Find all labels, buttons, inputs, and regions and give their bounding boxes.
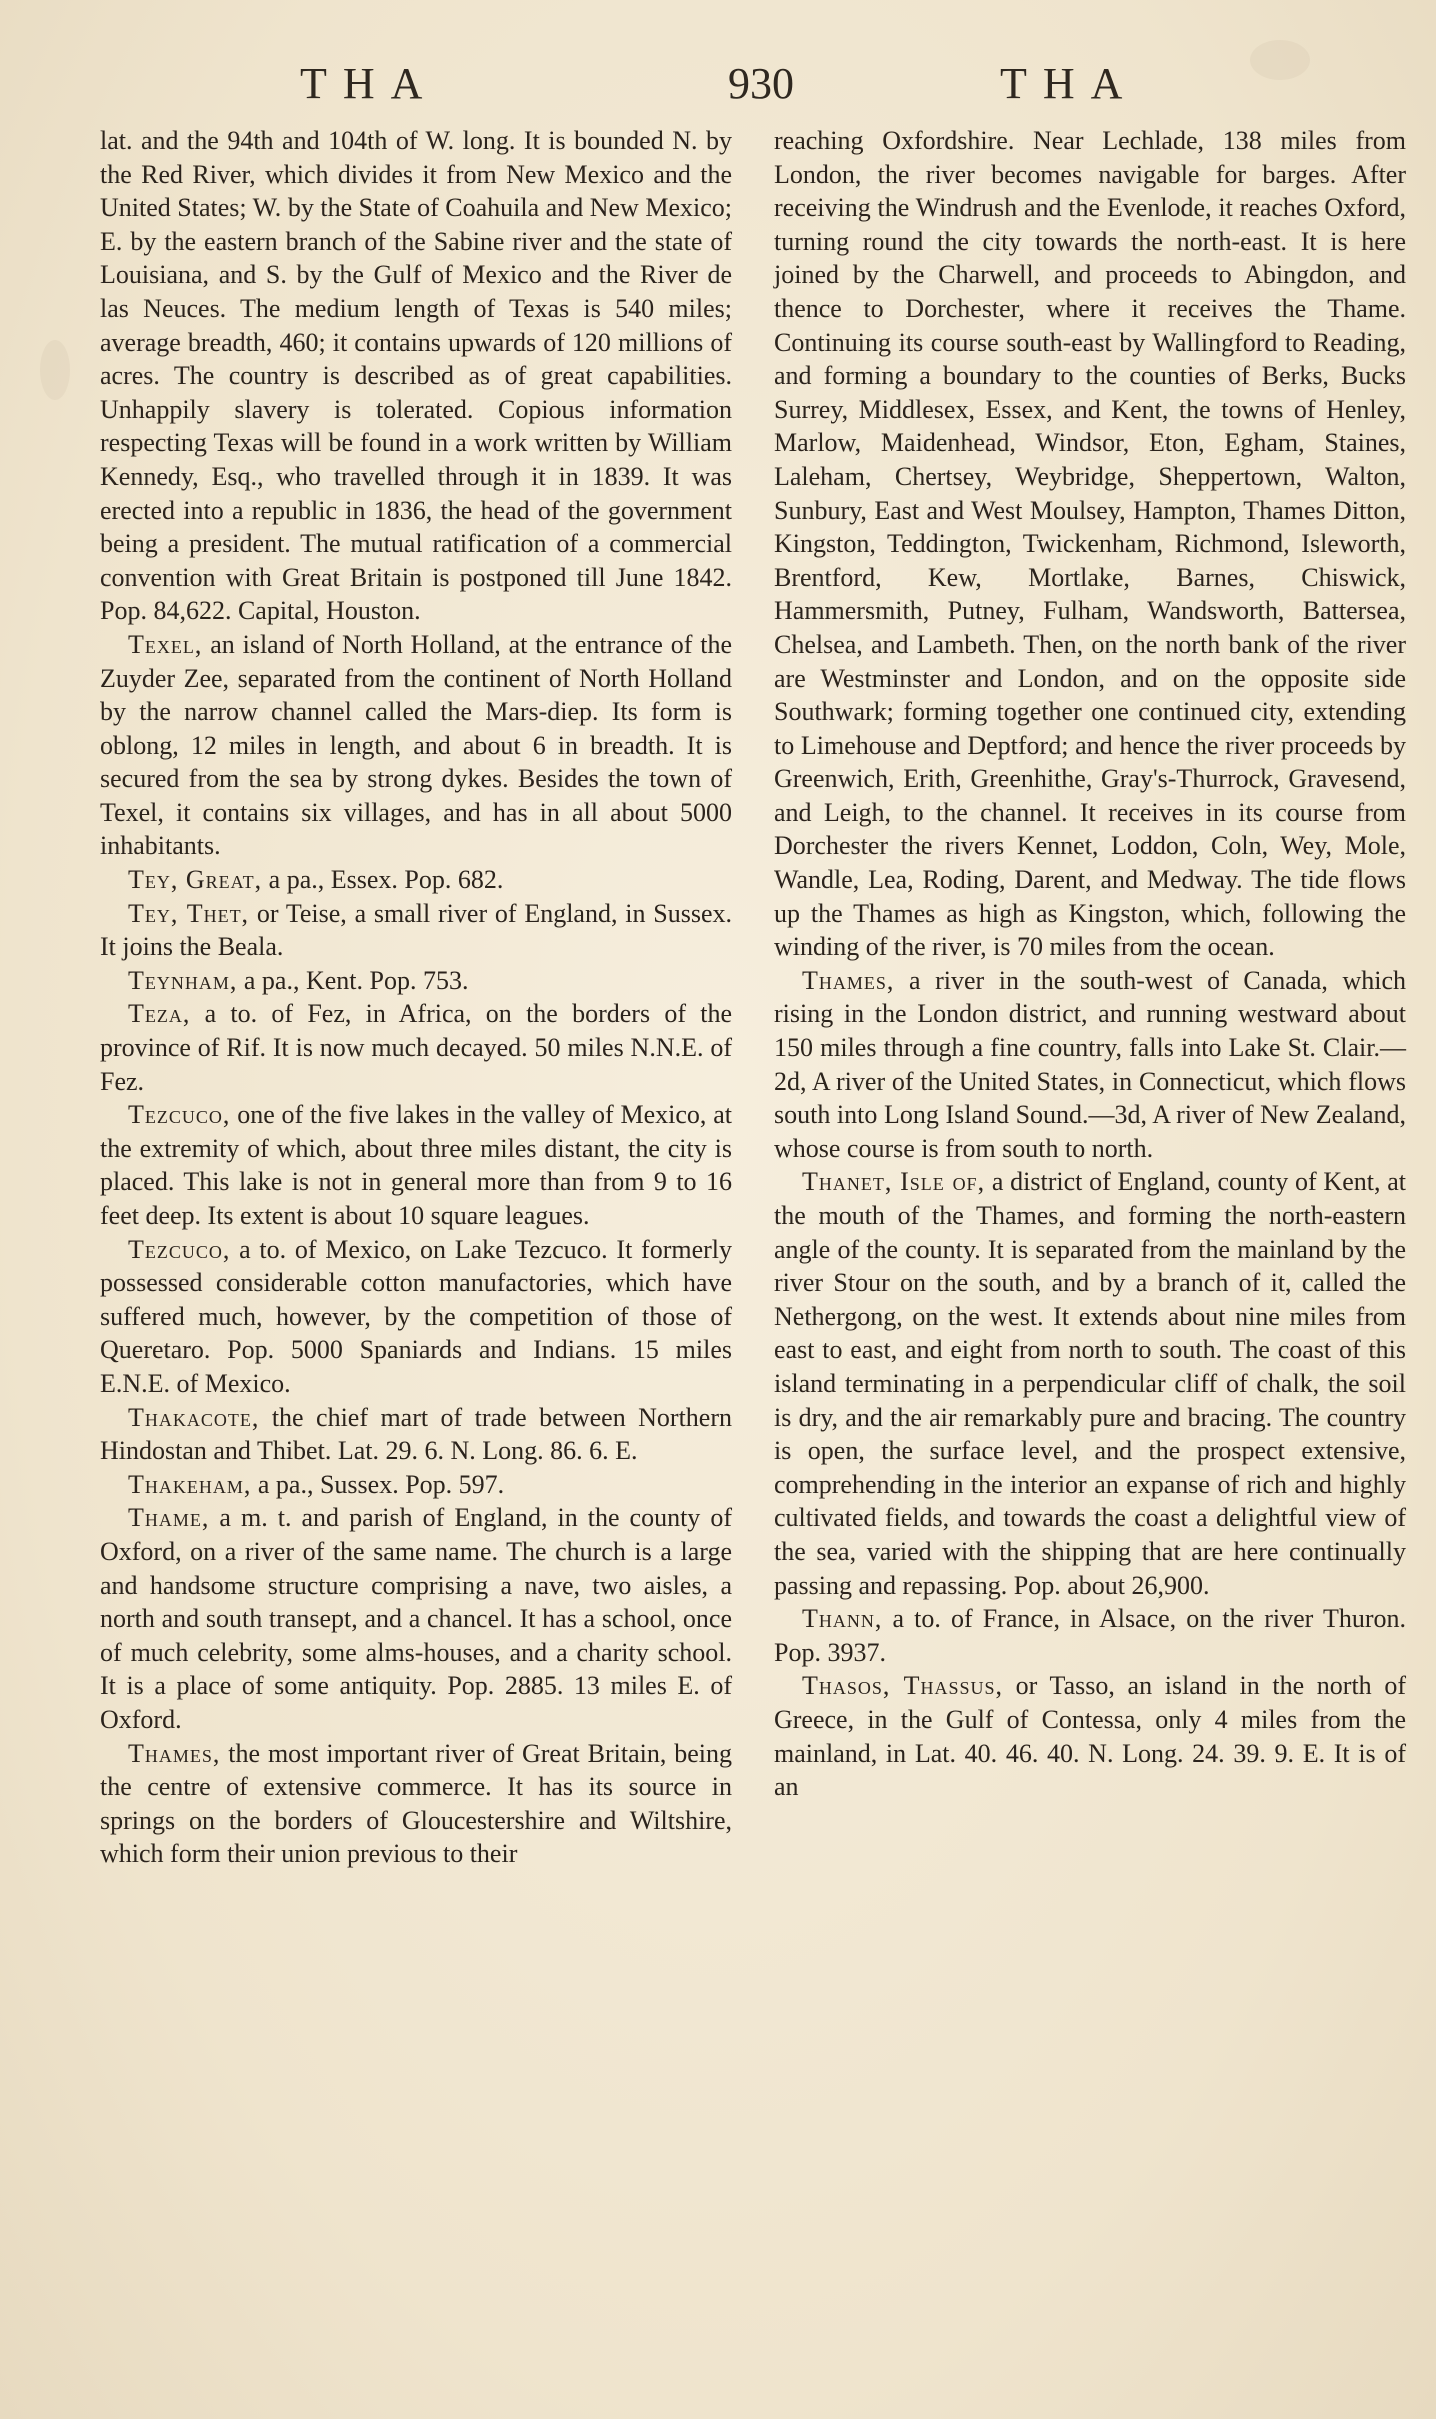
entry-headword: Tezcuco, [128, 1234, 231, 1264]
entry-headword: Thann, [802, 1604, 883, 1634]
header-right-guide-word: THA [1000, 59, 1139, 108]
dictionary-entry [100, 1468, 732, 1502]
dictionary-entry [774, 1165, 1406, 1602]
entry-text: the chief mart of trade between Northern Hindostan and Thibet. Lat. 29. 6. N. Long. 86. 6. E. [100, 1402, 732, 1466]
dictionary-entry [774, 124, 1406, 964]
entry-headword: Thanet, Isle of, [802, 1167, 986, 1197]
entry-text: a pa., Sussex. Pop. 597. [251, 1469, 505, 1499]
running-header [0, 58, 1436, 118]
right-column [774, 124, 1406, 1804]
entry-text: a river in the south-west of Canada, which rising in the London district, and running westward about 150 miles through a fine country, falls into Lake St. Clair.—2d, A river of the United States, in Connecticut, which flows south into Long Island Sound.—3d, A river of New Zealand, whose course is from south to north. [774, 965, 1406, 1163]
entry-text: a pa., Kent. Pop. 753. [237, 965, 469, 995]
dictionary-entry [100, 1233, 732, 1401]
entry-headword: Texel, [128, 629, 203, 659]
page-number: 930 [728, 59, 794, 108]
entry-headword: Teynham, [128, 965, 238, 995]
dictionary-entry [100, 863, 732, 897]
entry-text: the most important river of Great Britain, being the centre of extensive commerce. It has its source in springs on the borders of Gloucestershire and Wiltshire, which form their union previous to their [100, 1738, 732, 1869]
entry-headword: Thakacote, [128, 1402, 260, 1432]
dictionary-entry [100, 1501, 732, 1736]
dictionary-entry [774, 1602, 1406, 1669]
entry-text: an island of North Holland, at the entrance of the Zuyder Zee, separated from the continent of North Holland by the narrow channel called the Mars-diep. Its form is oblong, 12 miles in length, and about 6 in breadth. It is secured from the sea by strong dykes. Besides the town of Texel, it contains six villages, and has in all about 5000 inhabitants. [100, 629, 732, 861]
header-left-guide-word: THA [300, 59, 439, 108]
entry-headword: Thames, [802, 965, 895, 995]
entry-text: a m. t. and parish of England, in the county of Oxford, on a river of the same name. The church is a large and handsome structure comprising a nave, two aisles, a north and south transept, and a chancel. It has a school, once of much celebrity, some alms-houses, and a charity school. It is a place of some antiquity. Pop. 2885. 13 miles E. of Oxford. [100, 1503, 732, 1734]
entry-text: one of the five lakes in the valley of Mexico, at the extremity of which, about three miles distant, the city is placed. This lake is not in general more than from 9 to 16 feet deep. Its extent is about 10 square leagues. [100, 1100, 732, 1230]
entry-text: a pa., Essex. Pop. 682. [262, 865, 504, 895]
entry-headword: Teza, [128, 999, 191, 1029]
entry-text: a district of England, county of Kent, at the mouth of the Thames, and forming the north-eastern angle of the county. It is separated from the mainland by the river Stour on the south, and by a branch of it, called the Nethergong, on the west. It extends about nine miles from east to east, and eight from north to south. The coast of this island terminating in a perpendicular cliff of chalk, the soil is dry, and the air remarkably pure and bracing. The country is open, the surface level, and the prospect extensive, comprehending in the interior an expanse of rich and highly cultivated fields, and towards the coast a delightful view of the sea, varied with the shipping that are here continually passing and repassing. Pop. about 26,900. [774, 1167, 1406, 1600]
dictionary-entry [100, 124, 732, 628]
entry-headword: Thame, [128, 1503, 210, 1533]
dictionary-entry [100, 897, 732, 964]
entry-text: or Teise, a small river of England, in Sussex. It joins the Beala. [100, 898, 732, 962]
entry-text: or Tasso, an island in the north of Greece, in the Gulf of Contessa, only 4 miles from the mainland, in Lat. 40. 46. 40. N. Long. 24. 39. 9. E. It is of an [774, 1671, 1406, 1802]
dictionary-entry [100, 1098, 732, 1232]
dictionary-entry [100, 628, 732, 863]
entry-headword: Thakeham, [128, 1469, 252, 1499]
entry-headword: Tey, Thet, [128, 898, 250, 928]
left-column [100, 124, 732, 1871]
dictionary-entry [774, 1669, 1406, 1803]
dictionary-entry [100, 1737, 732, 1871]
page-stain [40, 340, 70, 400]
dictionary-entry [100, 1401, 732, 1468]
entry-text: a to. of France, in Alsace, on the river Thuron. Pop. 3937. [774, 1604, 1406, 1667]
entry-text: a to. of Mexico, on Lake Tezcuco. It formerly possessed considerable cotton manufactories, which have suffered much, however, by the competition of those of Queretaro. Pop. 5000 Spaniards and Indians. 15 miles E.N.E. of Mexico. [100, 1234, 732, 1398]
entry-headword: Thames, [128, 1738, 221, 1768]
entry-text: lat. and the 94th and 104th of W. long. It is bounded N. by the Red River, which divides it from New Mexico and the United States; W. by the State of Coahuila and New Mexico; E. by the eastern branch of the Sabine river and the state of Louisiana, and S. by the Gulf of Mexico and the River de las Neuces. The medium length of Texas is 540 miles; average breadth, 460; it contains upwards of 120 millions of acres. The country is described as of great capabilities. Unhappily slavery is tolerated. Copious information respecting Texas will be found in a work written by William Kennedy, Esq., who travelled through it in 1839. It was erected into a republic in 1836, the head of the government being a president. The mutual ratification of a commercial convention with Great Britain is postponed till June 1842. Pop. 84,622. Capital, Houston. [100, 126, 732, 626]
dictionary-entry [100, 964, 732, 998]
entry-headword: Tezcuco, [128, 1100, 231, 1130]
entry-text: reaching Oxfordshire. Near Lechlade, 138 miles from London, the river becomes navigable for barges. After receiving the Windrush and the Evenlode, it reaches Oxford, turning round the city towards the north-east. It is here joined by the Charwell, and proceeds to Abingdon, and thence to Dorchester, where it receives the Thame. Continuing its course south-east by Wallingford to Reading, and forming a boundary to the counties of Berks, Bucks Surrey, Middlesex, Essex, and Kent, the towns of Henley, Marlow, Maidenhead, Windsor, Eton, Egham, Staines, Laleham, Chertsey, Weybridge, Sheppertown, Walton, Sunbury, East and West Moulsey, Hampton, Thames Ditton, Kingston, Teddington, Twickenham, Richmond, Isleworth, Brentford, Kew, Mortlake, Barnes, Chiswick, Hammersmith, Putney, Fulham, Wandsworth, Battersea, Chelsea, and Lambeth. Then, on the north bank of the river are Westminster and London, and on the opposite side Southwark; forming together one continued city, extending to Limehouse and Deptford; and hence the river proceeds by Greenwich, Erith, Greenhithe, Gray's-Thurrock, Gravesend, and Leigh, to the channel. It receives in its course from Dorchester the rivers Kennet, Loddon, Coln, Wey, Mole, Wandle, Lea, Roding, Darent, and Medway. The tide flows up the Thames as high as Kingston, which, following the winding of the river, is 70 miles from the ocean. [774, 126, 1406, 962]
entry-headword: Thasos, Thassus, [802, 1671, 1004, 1701]
entry-text: a to. of Fez, in Africa, on the borders of the province of Rif. It is now much decayed. 50 miles N.N.E. of Fez. [100, 999, 732, 1096]
dictionary-entry [774, 964, 1406, 1166]
entry-headword: Tey, Great, [128, 865, 263, 895]
dictionary-entry [100, 997, 732, 1098]
